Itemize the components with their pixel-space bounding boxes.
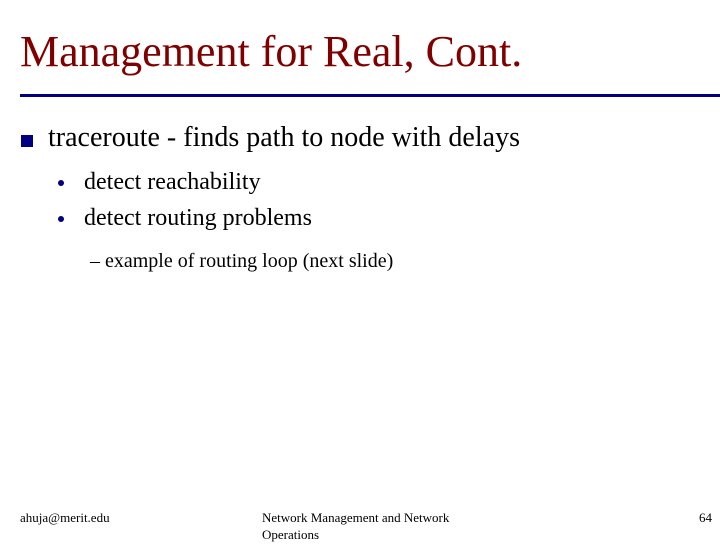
slide-title: Management for Real, Cont.: [20, 27, 523, 76]
footer-page-number: 64: [699, 510, 712, 525]
title-divider: [20, 94, 720, 97]
square-bullet-icon: [21, 135, 33, 147]
dot-bullet-icon: [58, 180, 64, 186]
bullet-traceroute: traceroute - finds path to node with delays: [48, 122, 520, 153]
footer-author: ahuja@merit.edu: [20, 510, 110, 525]
dot-bullet-icon: [58, 216, 64, 222]
bullet-routing-loop-example: – example of routing loop (next slide): [90, 250, 394, 272]
bullet-reachability: detect reachability: [84, 169, 261, 195]
bullet-routing-problems: detect routing problems: [84, 205, 312, 231]
footer-course-title: Network Management and Network Operations: [262, 510, 450, 542]
